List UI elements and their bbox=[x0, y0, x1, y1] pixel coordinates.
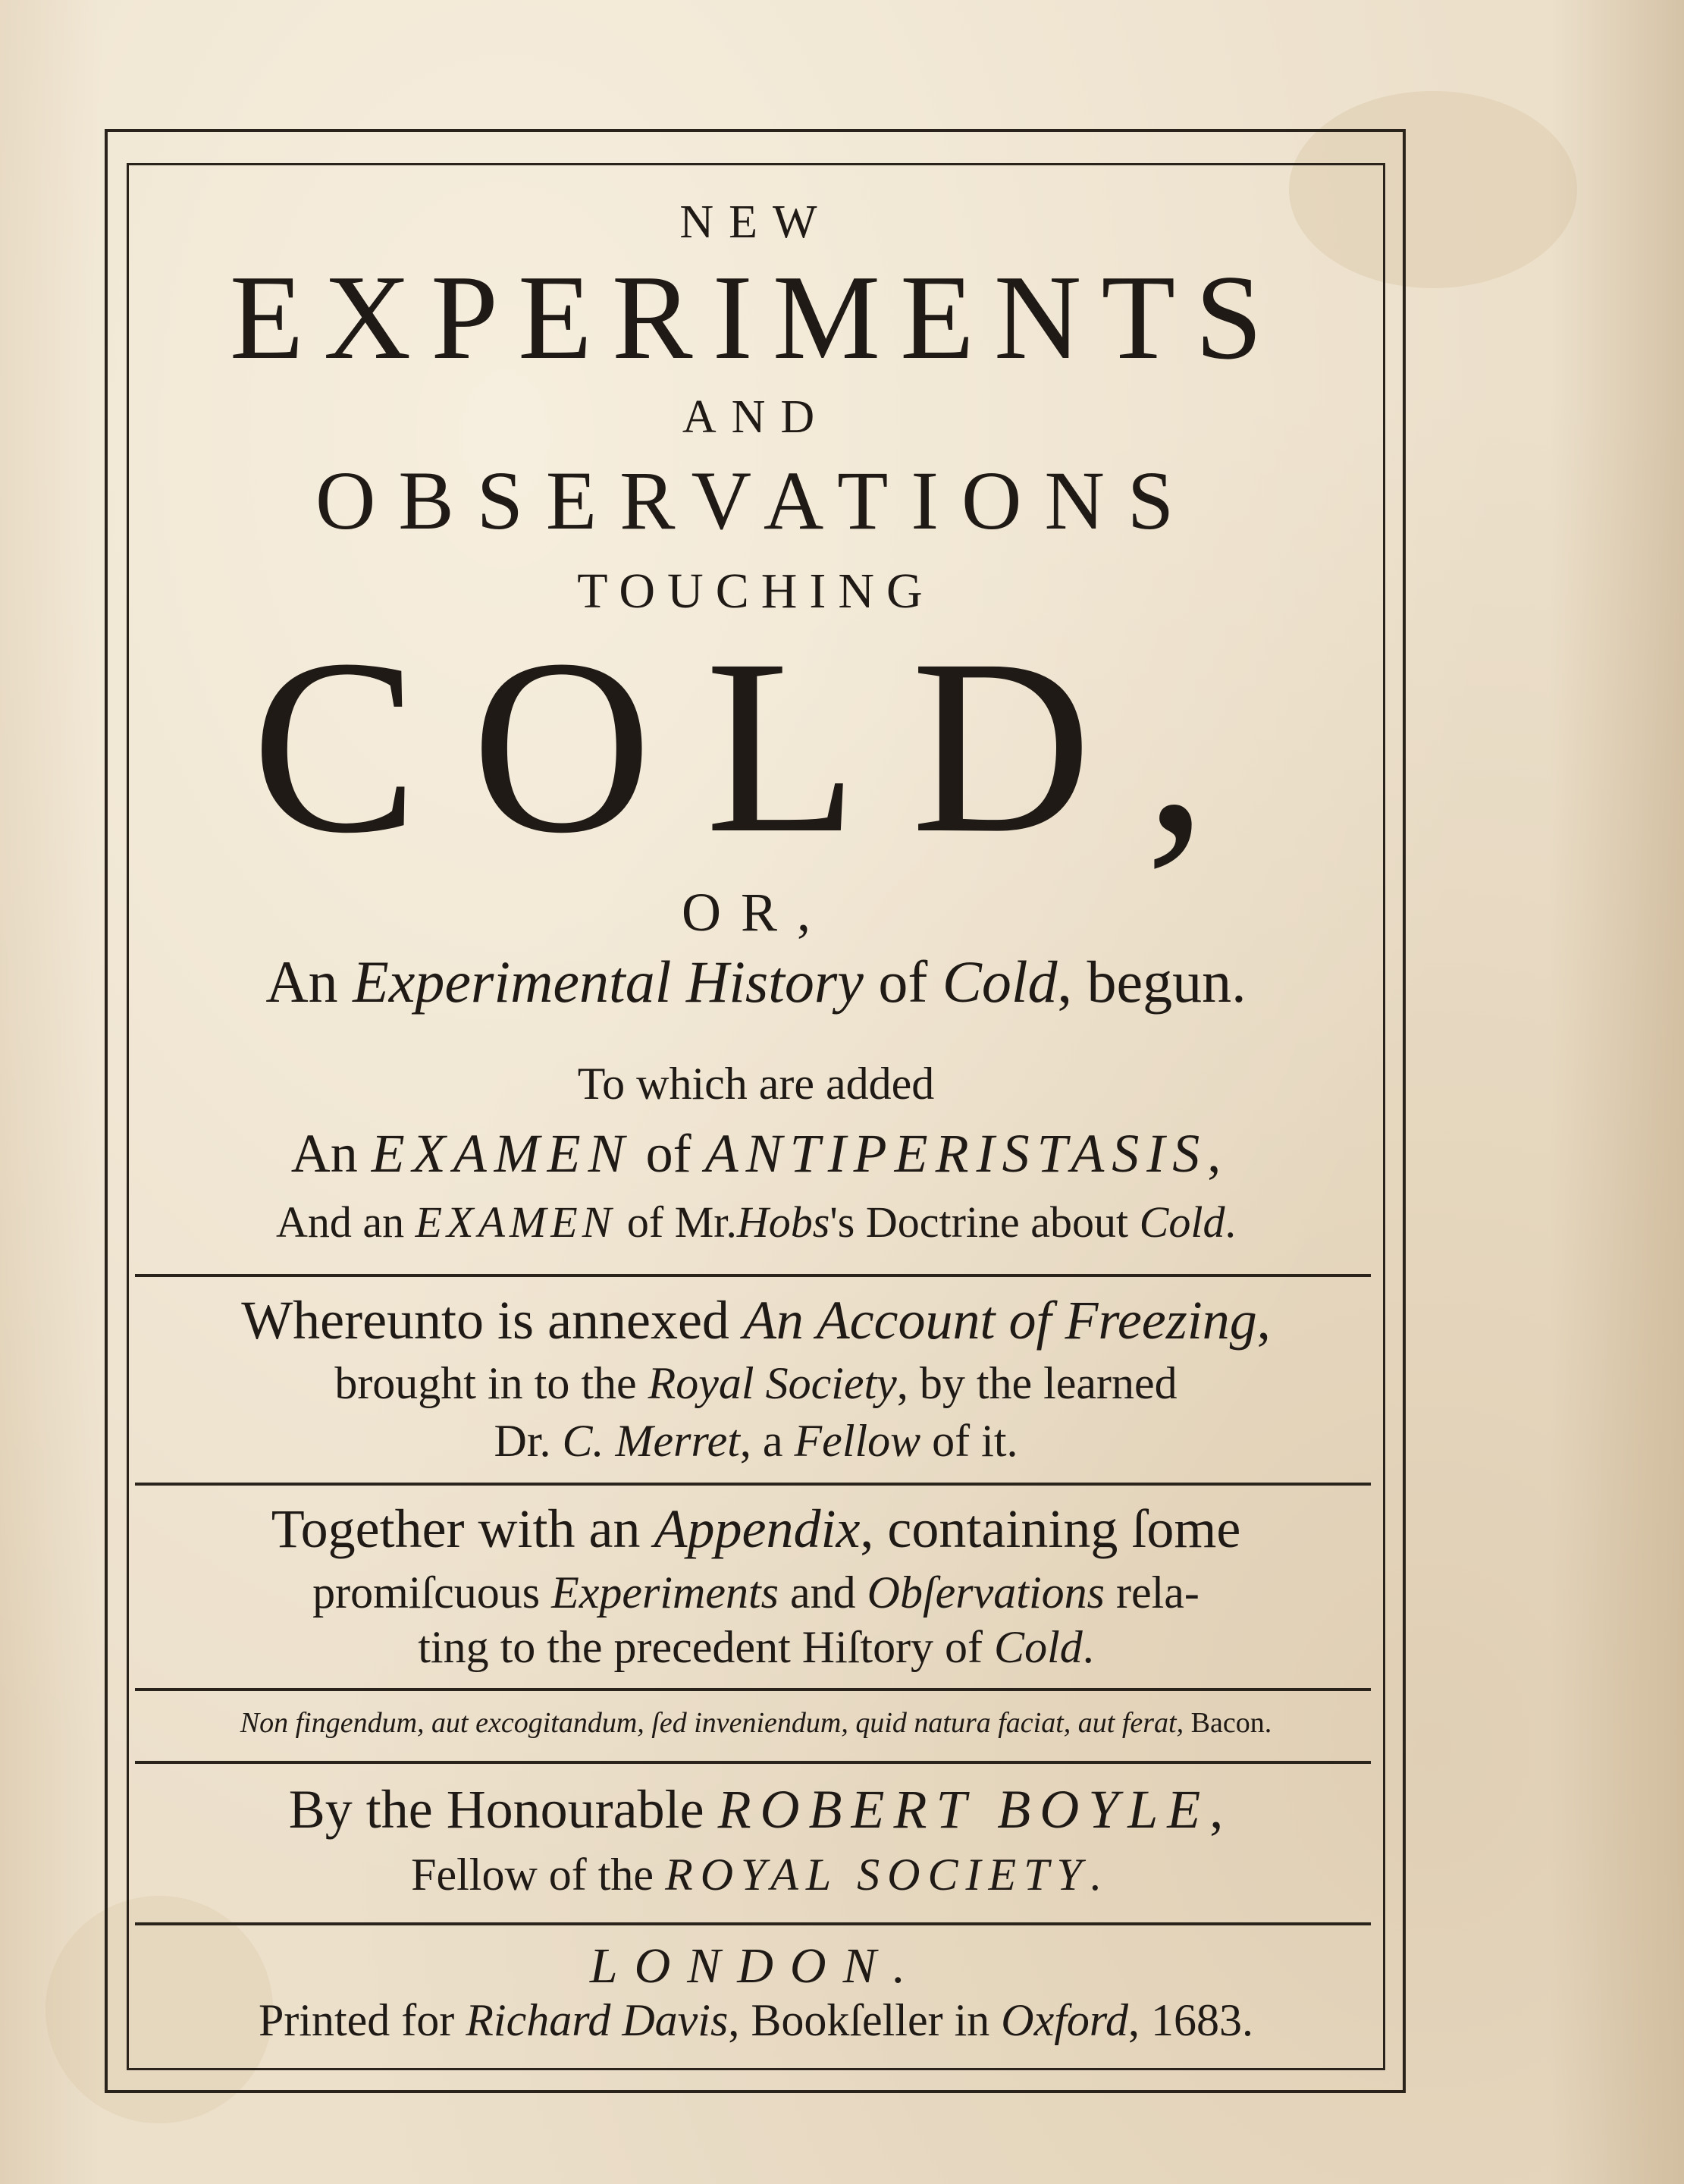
appendix-text: and bbox=[779, 1567, 867, 1618]
imprint-italic: Richard Davis bbox=[466, 1995, 729, 2045]
subtitle-text: , begun. bbox=[1057, 949, 1247, 1015]
examen-line-2 bbox=[129, 1197, 1383, 1247]
appendix-text: . bbox=[1082, 1622, 1094, 1672]
title-word-or: OR, bbox=[681, 882, 831, 943]
subtitle-line bbox=[129, 948, 1383, 1016]
imprint-text: , 1683. bbox=[1128, 1995, 1254, 2045]
subtitle-italic: Cold bbox=[942, 949, 1058, 1015]
examen-line-1 bbox=[129, 1122, 1383, 1185]
motto-italic: Non fingendum, aut excogitandum, ſed inveniendum, quid natura faciat, aut ferat, bbox=[240, 1707, 1184, 1739]
title-word-touching: TOUCHING bbox=[577, 563, 935, 619]
motto-line bbox=[129, 1706, 1383, 1740]
examen-italic: Hobs bbox=[736, 1197, 830, 1247]
examen-text: of bbox=[632, 1123, 705, 1184]
appendix-line-1 bbox=[129, 1498, 1383, 1561]
imprint-city: LONDON. bbox=[589, 1938, 923, 1994]
annexed-text: , bbox=[1256, 1290, 1271, 1351]
annexed-italic: Fellow bbox=[794, 1416, 921, 1466]
imprint-text: , Bookſeller in bbox=[728, 1995, 1002, 2045]
appendix-text: rela- bbox=[1104, 1567, 1199, 1618]
divider-rule bbox=[135, 1922, 1371, 1925]
appendix-text: , containing ſome bbox=[860, 1498, 1241, 1559]
examen-text: 's Doctrine about bbox=[829, 1197, 1140, 1247]
author-text: Fellow of the bbox=[411, 1850, 666, 1900]
appendix-line-2 bbox=[129, 1567, 1383, 1619]
appendix-italic: Experiments bbox=[551, 1567, 779, 1618]
annexed-italic: C. Merret bbox=[562, 1416, 740, 1466]
title-word-cold: COLD, bbox=[251, 608, 1261, 885]
annexed-text: Dr. bbox=[494, 1416, 563, 1466]
author-text: . bbox=[1089, 1850, 1101, 1900]
title-word-new: NEW bbox=[679, 196, 833, 248]
imprint-text: Printed for bbox=[258, 1995, 466, 2045]
added-intro: To which are added bbox=[577, 1059, 935, 1109]
subtitle-text: of bbox=[863, 949, 942, 1015]
appendix-text: Together with an bbox=[271, 1498, 654, 1559]
divider-rule bbox=[135, 1688, 1371, 1691]
examen-text: , bbox=[1207, 1123, 1221, 1184]
author-text: , bbox=[1209, 1779, 1224, 1840]
annexed-text: brought in to the bbox=[334, 1358, 648, 1408]
subtitle-italic: Experimental History bbox=[353, 949, 864, 1015]
examen-italic: EXAMEN bbox=[371, 1123, 632, 1184]
imprint-italic: Oxford bbox=[1001, 1995, 1129, 2045]
appendix-text: promiſcuous bbox=[312, 1567, 552, 1618]
author-text: By the Honourable bbox=[288, 1779, 718, 1840]
title-word-observations: OBSERVATIONS bbox=[315, 454, 1197, 547]
divider-rule bbox=[135, 1761, 1371, 1764]
annexed-text: , by the learned bbox=[896, 1358, 1178, 1408]
author-name-italic: ROBERT BOYLE bbox=[717, 1779, 1210, 1840]
examen-italic: EXAMEN bbox=[415, 1197, 616, 1247]
title-word-experiments: EXPERIMENTS bbox=[229, 249, 1283, 384]
examen-text: . bbox=[1225, 1197, 1236, 1247]
imprint-line bbox=[129, 1994, 1383, 2047]
author-society-italic: ROYAL SOCIETY bbox=[665, 1850, 1090, 1900]
annexed-line-1 bbox=[129, 1289, 1383, 1352]
annexed-line-3 bbox=[129, 1415, 1383, 1467]
examen-text: An bbox=[290, 1123, 372, 1184]
appendix-italic: Obſervations bbox=[867, 1567, 1105, 1618]
motto-attribution: Bacon. bbox=[1184, 1707, 1272, 1739]
examen-italic: Cold bbox=[1139, 1197, 1225, 1247]
annexed-text: of it. bbox=[920, 1416, 1018, 1466]
annexed-text: , a bbox=[739, 1416, 795, 1466]
author-line-1 bbox=[129, 1778, 1383, 1841]
divider-rule bbox=[135, 1274, 1371, 1277]
subtitle-text: An bbox=[265, 949, 353, 1015]
annexed-line-2 bbox=[129, 1357, 1383, 1410]
examen-italic: ANTIPERISTASIS bbox=[704, 1123, 1208, 1184]
divider-rule bbox=[135, 1483, 1371, 1486]
appendix-text: ting to the precedent Hiſtory of bbox=[418, 1622, 995, 1672]
annexed-italic: Royal Society bbox=[648, 1358, 897, 1408]
examen-text: And an bbox=[276, 1197, 416, 1247]
appendix-line-3 bbox=[129, 1621, 1383, 1674]
examen-text: of Mr. bbox=[616, 1197, 737, 1247]
appendix-italic: Appendix bbox=[654, 1498, 861, 1559]
title-word-and: AND bbox=[682, 391, 830, 443]
author-line-2 bbox=[129, 1849, 1383, 1901]
annexed-italic: An Account of Freezing bbox=[742, 1290, 1257, 1351]
annexed-text: Whereunto is annexed bbox=[241, 1290, 743, 1351]
appendix-italic: Cold bbox=[994, 1622, 1083, 1672]
